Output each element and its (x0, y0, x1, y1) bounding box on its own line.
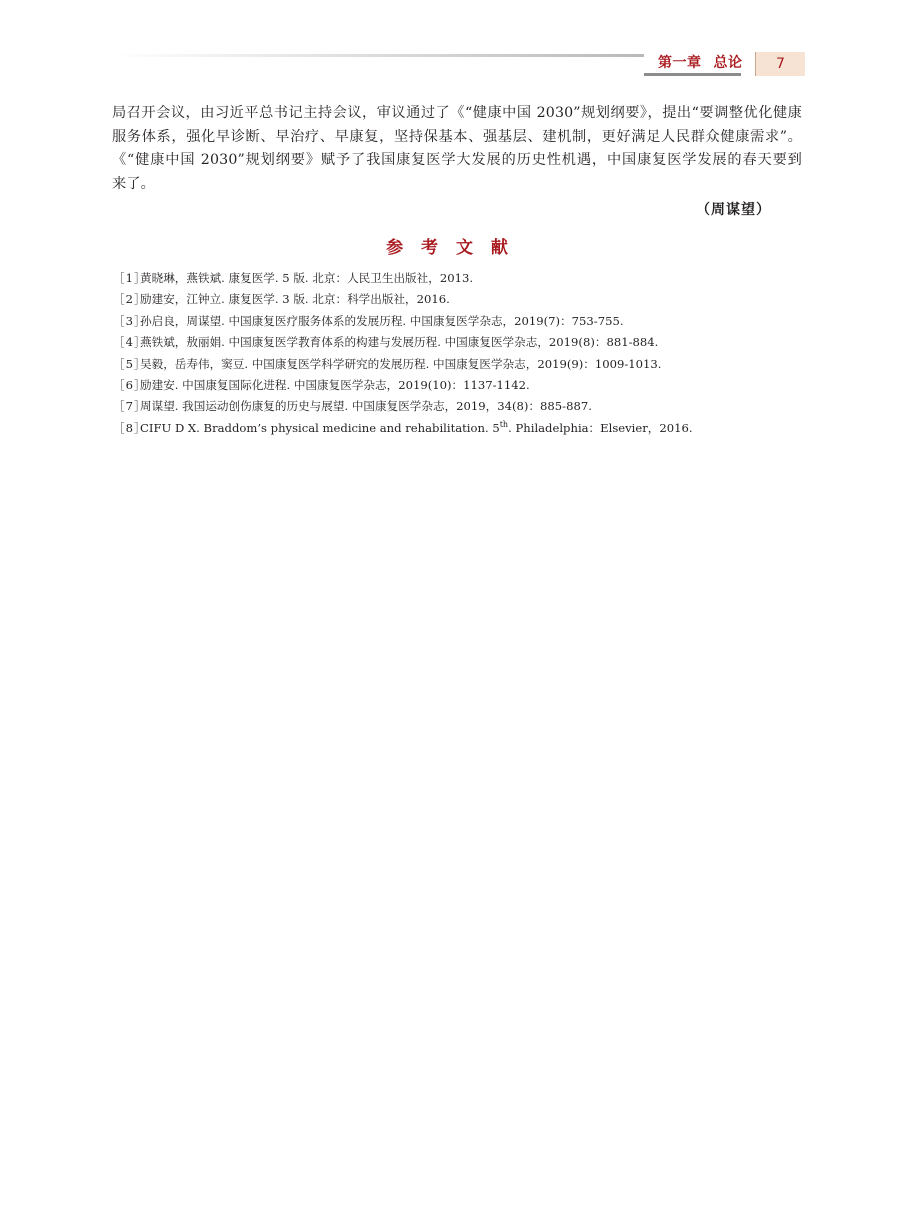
reference-text: 励建安. 中国康复国际化进程. 中国康复医学杂志，2019(10)：1137-1142. (140, 377, 530, 392)
reference-item (113, 268, 803, 289)
reference-number: ［5］ (113, 356, 147, 371)
chapter-title: 总论 (713, 55, 743, 71)
reference-item (113, 311, 803, 332)
body-line: 局召开会议，由习近平总书记主持会议，审议通过了《“健康中国 2030”规划纲要》，提出“要调整优化健康 (112, 105, 802, 121)
body-line: 《“健康中国 2030”规划纲要》赋予了我国康复医学大发展的历史性机遇，中国康复医学发展的春天要到 (112, 152, 802, 168)
reference-number: ［4］ (113, 335, 147, 350)
body-line: 服务体系，强化早诊断、早治疗、早康复，坚持保基本、强基层、建机制，更好满足人民群众健康需求”。 (112, 128, 802, 145)
reference-text: 周谋望. 我国运动创伤康复的历史与展望. 中国康复医学杂志，2019，34(8)：885-887. (140, 399, 592, 414)
references-list (113, 268, 803, 439)
reference-item (113, 354, 803, 375)
references-heading: 参 考 文 献 (386, 238, 514, 258)
reference-item (113, 332, 803, 353)
reference-text (140, 418, 693, 439)
reference-item (113, 418, 803, 439)
reference-item (113, 289, 803, 310)
reference-number: ［3］ (113, 313, 147, 328)
author-signature: （周谋望） (696, 202, 771, 218)
reference-number: ［7］ (113, 399, 147, 414)
reference-number: ［6］ (113, 377, 147, 392)
header-rule (112, 54, 644, 57)
reference-text: 燕铁斌，敖丽娟. 中国康复医学教育体系的构建与发展历程. 中国康复医学杂志，2019(8)：881-884. (140, 335, 659, 350)
page-number: 7 (755, 52, 805, 76)
running-header-chapter (658, 51, 743, 75)
reference-item (113, 375, 803, 396)
reference-text-main: CIFU D X. Braddom’s physical medicine and rehabilitation. 5 (140, 420, 500, 435)
reference-text: 黄晓琳，燕铁斌. 康复医学. 5 版. 北京：人民卫生出版社，2013. (140, 271, 474, 285)
reference-item (113, 396, 803, 417)
reference-number: ［1］ (113, 271, 147, 285)
edition-superscript: th (499, 419, 509, 429)
reference-number: ［8］ (113, 420, 147, 435)
reference-text: 吴毅，岳寿伟，窦豆. 中国康复医学科学研究的发展历程. 中国康复医学杂志，2019(9)：1009-1013. (140, 356, 662, 371)
chapter-number: 第一章 (658, 55, 702, 71)
body-line: 来了。 (112, 175, 156, 192)
reference-number: ［2］ (113, 292, 147, 307)
reference-text: 孙启良，周谋望. 中国康复医疗服务体系的发展历程. 中国康复医学杂志，2019(7)：753-755. (140, 313, 624, 328)
reference-text-tail: . Philadelphia：Elsevier，2016. (508, 420, 693, 435)
reference-text: 励建安，江钟立. 康复医学. 3 版. 北京：科学出版社，2016. (140, 292, 450, 307)
body-paragraph (112, 102, 802, 196)
